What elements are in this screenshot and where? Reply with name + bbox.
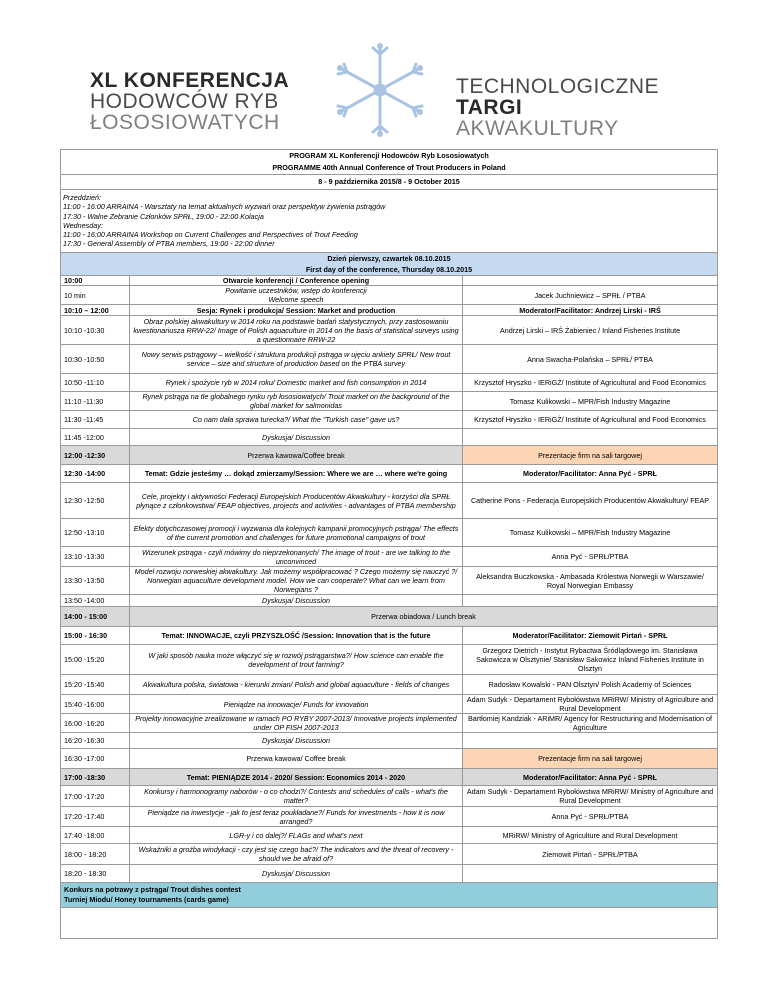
pre-day-schedule <box>60 189 718 252</box>
schedule-row <box>61 392 718 411</box>
row-speaker: MRiRW/ Ministry of Agriculture and Rural Development <box>463 827 718 844</box>
schedule-row <box>61 286 718 305</box>
header <box>0 0 768 140</box>
row-speaker: Adam Sudyk - Departament Rybołówstwa MRiRW/ Ministry of Agriculture and Rural Development <box>463 786 718 807</box>
row-speaker: Radosław Kowalski - PAN Olsztyn/ Polish Academy of Sciences <box>463 675 718 695</box>
schedule-row <box>61 429 718 446</box>
schedule-row <box>61 714 718 733</box>
row-speaker <box>463 865 718 883</box>
row-time: 12:00 -12:30 <box>61 446 130 465</box>
row-time: 11:45 -12:00 <box>61 429 130 446</box>
closing-event: Konkurs na potrawy z pstrąga/ Trout dishes contest <box>64 885 241 894</box>
row-session: W jaki sposób nauka może włączyć się w rozwój pstrągarstwa?/ How science can enable the development of trout farming? <box>130 645 463 675</box>
row-session: Dyskusja/ Discussion <box>130 429 463 446</box>
row-session: Co nam dała sprawa turecka?/ What the "Turkish case" gave us? <box>130 411 463 429</box>
row-session: Obraz polskiej akwakultury w 2014 roku na podstawie badań statystycznych, przy zastosowaniu kwestionariusza RRW-22/ Image of Polish aquaculture in 2014 on the basis of statistical surveys using a questionnaire RRW-22 <box>130 316 463 345</box>
row-session: Rynek i spożycie ryb w 2014 roku/ Domestic market and fish consumption in 2014 <box>130 374 463 392</box>
row-time: 17:00 -18:30 <box>61 769 130 786</box>
schedule-row <box>61 547 718 567</box>
row-time: 15:00 - 16:30 <box>61 627 130 645</box>
row-session: Wskaźniki a groźba windykacji - czy jest się czego bać?/ The indicators and the threat of recovery - should we be afraid of? <box>130 844 463 865</box>
schedule-row <box>61 276 718 286</box>
schedule-row <box>61 374 718 392</box>
row-session: Rynek pstrąga na tle globalnego rynku ryb łososiowatych/ Trout market on the background of the global market for salmonidas <box>130 392 463 411</box>
row-time: 15:40 -16:00 <box>61 695 130 714</box>
pre-day-line: Przeddzień: <box>63 193 101 202</box>
row-speaker: Adam Sudyk - Departament Rybołówstwa MRiRW/ Ministry of Agriculture and Rural Development <box>463 695 718 714</box>
logo-right-line1: TECHNOLOGICZNE <box>456 75 660 98</box>
schedule-row <box>61 607 718 627</box>
schedule-row <box>61 595 718 607</box>
snowflake-emblem-icon <box>325 40 435 140</box>
schedule-row <box>61 769 718 786</box>
row-time: 10:00 <box>61 276 130 286</box>
row-speaker: Prezentacje firm na sali targowej <box>463 446 718 465</box>
programme-document <box>60 149 718 939</box>
row-time: 15:00 -15:20 <box>61 645 130 675</box>
schedule-row <box>61 827 718 844</box>
schedule-row <box>61 807 718 827</box>
row-speaker: Tomasz Kulikowski – MPR/Fish Industry Magazine <box>463 519 718 547</box>
row-speaker <box>463 276 718 286</box>
schedule-table <box>60 275 718 883</box>
conference-dates: 8 - 9 października 2015/8 - 9 October 2015 <box>60 174 718 189</box>
row-session: Przerwa obiadowa / Lunch break <box>130 607 718 627</box>
row-time: 10:10 – 12:00 <box>61 305 130 316</box>
row-speaker: Ziemowit Pirtań - SPRŁ/PTBA <box>463 844 718 865</box>
row-time: 14:00 - 15:00 <box>61 607 130 627</box>
row-speaker: Krzysztof Hryszko - IERiGŻ/ Institute of Agricultural and Food Economics <box>463 411 718 429</box>
fair-logo-text <box>456 76 659 139</box>
row-time: 13:10 -13:30 <box>61 547 130 567</box>
row-time: 13:50 -14:00 <box>61 595 130 607</box>
title-en: PROGRAMME 40th Annual Conference of Trout Producers in Poland <box>272 163 506 172</box>
row-speaker: Moderator/Facilitator: Anna Pyć - SPRŁ <box>463 465 718 483</box>
row-time: 17:40 -18:00 <box>61 827 130 844</box>
row-session: Pieniądze na innowacje/ Funds for innovation <box>130 695 463 714</box>
pre-day-line: 17:30 - Walne Zebranie Członków SPRŁ, 19:00 - 22:00 Kolacja <box>63 211 264 221</box>
schedule-row <box>61 844 718 865</box>
row-speaker: Catherine Pons - Federacja Europejskich Producentów Akwakultury/ FEAP <box>463 483 718 519</box>
row-session: Dyskusja/ Discussion <box>130 865 463 883</box>
schedule-row <box>61 786 718 807</box>
schedule-row <box>61 411 718 429</box>
schedule-row <box>61 749 718 769</box>
schedule-row <box>61 627 718 645</box>
schedule-row <box>61 305 718 316</box>
logo-right-line2: TARGI <box>456 96 523 119</box>
row-time: 18:20 - 18:30 <box>61 865 130 883</box>
closing-events <box>60 883 718 908</box>
row-speaker: Moderator/Facilitator: Anna Pyć - SPRŁ <box>463 769 718 786</box>
logo-left-line2: HODOWCÓW RYB <box>90 90 279 113</box>
row-session: Nowy serwis pstrągowy – wielkość i struktura produkcji pstrąga w ujęciu ankiety SPRŁ/ New trout service – size and structure of production based on the PTBA survey <box>130 345 463 374</box>
row-speaker: Moderator/Facilitator: Ziemowit Pirtań - SPRŁ <box>463 627 718 645</box>
schedule-row <box>61 695 718 714</box>
row-time: 12:30 -14:00 <box>61 465 130 483</box>
row-session: Sesja: Rynek i produkcja/ Session: Market and production <box>130 305 463 316</box>
schedule-row <box>61 316 718 345</box>
row-speaker: Grzegorz Dietrich - Instytut Rybactwa Śródlądowego im. Stanisława Sakowicza w Olsztynie/ Stanisław Sakowicz Inland Fisheries Institute in Olsztyn <box>463 645 718 675</box>
row-time: 18:00 - 18:20 <box>61 844 130 865</box>
row-session: Efekty dotychczasowej promocji i wyzwania dla kolejnych kampanii promocyjnych pstrąga/ The effects of the current promotion and challenges for future promotional campaigns of trout <box>130 519 463 547</box>
empty-row <box>60 908 718 939</box>
row-time: 11:30 -11:45 <box>61 411 130 429</box>
schedule-row <box>61 465 718 483</box>
day-one-header <box>60 252 718 275</box>
row-session: Konkursy i harmonogramy naborów - o co chodzi?/ Contests and schedules of calls - what's the matter? <box>130 786 463 807</box>
row-speaker: Krzysztof Hryszko - IERiGŻ/ Institute of Agricultural and Food Economics <box>463 374 718 392</box>
row-speaker: Prezentacje firm na sali targowej <box>463 749 718 769</box>
title-pl: PROGRAM XL Konferencji Hodowców Ryb Łososiowatych <box>289 151 489 160</box>
schedule-row <box>61 865 718 883</box>
row-time: 16:30 -17:00 <box>61 749 130 769</box>
row-session: Temat: Gdzie jesteśmy … dokąd zmierzamy/Session: Where we are … where we're going <box>130 465 463 483</box>
row-time: 16:00 -16:20 <box>61 714 130 733</box>
row-speaker: Anna Swacha-Polańska – SPRŁ/ PTBA <box>463 345 718 374</box>
row-speaker <box>463 429 718 446</box>
closing-event: Turniej Miodu/ Honey tournaments (cards game) <box>64 894 229 904</box>
row-session: Powitanie uczestników, wstęp do konferencji Welcome speech <box>130 286 463 305</box>
row-time: 12:50 -13:10 <box>61 519 130 547</box>
row-time: 10:10 -10:30 <box>61 316 130 345</box>
row-session: Model rozwoju norweskiej akwakultury. Jak możemy współpracować ? Czego możemy się nauczyć ?/ Norwegian aquaculture development model. How we can cooperate? What can we learn from Norwegians ? <box>130 567 463 595</box>
pre-day-line: 11:00 - 16:00 ARRAINA Workshop on Current Challenges and Perspectives of Trout Feeding <box>63 230 358 240</box>
schedule-row <box>61 675 718 695</box>
row-time: 13:30 -13:50 <box>61 567 130 595</box>
row-session: Cele, projekty i aktywności Federacji Europejskich Producentów Akwakultury - korzyści dla SPRŁ płynące z członkowstwa/ FEAP objectives, projects and activities - advantages of PTBA membership <box>130 483 463 519</box>
row-speaker: Anna Pyć - SPRŁ/PTBA <box>463 547 718 567</box>
row-time: 12:30 -12:50 <box>61 483 130 519</box>
row-speaker: Anna Pyć - SPRŁ/PTBA <box>463 807 718 827</box>
row-time: 11:10 -11:30 <box>61 392 130 411</box>
row-session: LGR-y i co dalej?/ FLAGs and what's next <box>130 827 463 844</box>
row-speaker: Andrzej Lirski – IRŚ Żabieniec / Inland Fisheries Institute <box>463 316 718 345</box>
row-time: 17:20 -17:40 <box>61 807 130 827</box>
logo-left-line3: ŁOSOSIOWATYCH <box>90 111 280 134</box>
schedule-row <box>61 567 718 595</box>
row-speaker: Jacek Juchniewicz – SPRŁ / PTBA <box>463 286 718 305</box>
row-session: Akwakultura polska, światowa - kierunki zmian/ Polish and global aquaculture - fields of changes <box>130 675 463 695</box>
row-time: 17:00 -17:20 <box>61 786 130 807</box>
pre-day-line: Wednesday: <box>63 220 103 230</box>
row-speaker: Aleksandra Buczkowska - Ambasada Królestwa Norwegii w Warszawie/ Royal Norwegian Embassy <box>463 567 718 595</box>
row-time: 10:30 -10:50 <box>61 345 130 374</box>
row-session: Temat: PIENIĄDZE 2014 - 2020/ Session: Economics 2014 - 2020 <box>130 769 463 786</box>
row-time: 16:20 -16:30 <box>61 733 130 749</box>
logo-right-line3: AKWAKULTURY <box>456 117 619 140</box>
row-session: Pieniądze na inwestycje - jak to jest teraz poukładane?/ Funds for investments - how it is now arranged? <box>130 807 463 827</box>
row-session: Przerwa kawowa/ Coffee break <box>130 749 463 769</box>
conference-logo-text <box>90 70 289 133</box>
schedule-row <box>61 733 718 749</box>
row-speaker <box>463 733 718 749</box>
row-time: 10:50 -11:10 <box>61 374 130 392</box>
pre-day-line: 11:00 - 16:00 ARRAINA - Warsztaty na temat aktualnych wyzwań oraz perspektyw żywienia pstrągów <box>63 202 386 212</box>
row-speaker: Tomasz Kulikowski – MPR/Fish Industry Magazine <box>463 392 718 411</box>
pre-day-line: 17:30 - General Assembly of PTBA members, 19:00 - 22:00 dinner <box>63 239 275 249</box>
schedule-row <box>61 483 718 519</box>
row-time: 10 min <box>61 286 130 305</box>
logo-left-line1: XL KONFERENCJA <box>90 69 290 92</box>
schedule-row <box>61 446 718 465</box>
row-session: Temat: INNOWACJE, czyli PRZYSZŁOŚĆ /Session: Innovation that is the future <box>130 627 463 645</box>
programme-title <box>60 149 718 174</box>
schedule-row <box>61 645 718 675</box>
row-session: Dyskusja/ Discussion <box>130 733 463 749</box>
row-session: Dyskusja/ Discussion <box>130 595 463 607</box>
day-one-pl: Dzień pierwszy, czwartek 08.10.2015 <box>327 254 451 263</box>
day-one-en: First day of the conference, Thursday 08.10.2015 <box>305 265 473 274</box>
schedule-row <box>61 519 718 547</box>
row-session: Projekty innowacyjne zrealizowane w ramach PO RYBY 2007-2013/ Innovative projects implemented under OP FISH 2007-2013 <box>130 714 463 733</box>
schedule-row <box>61 345 718 374</box>
row-session: Wizerunek pstrąga - czyli mówimy do nieprzekonanych/ The image of trout - are we talking to the unconvinced <box>130 547 463 567</box>
row-time: 15:20 -15:40 <box>61 675 130 695</box>
row-session: Przerwa kawowa/Coffee break <box>130 446 463 465</box>
row-speaker: Moderator/Facilitator: Andrzej Lirski - IRŚ <box>463 305 718 316</box>
row-speaker: Bartłomiej Kandziak - ARiMR/ Agency for Restructuring and Modernisation of Agriculture <box>463 714 718 733</box>
row-speaker <box>463 595 718 607</box>
row-session: Otwarcie konferencji / Conference opening <box>130 276 463 286</box>
